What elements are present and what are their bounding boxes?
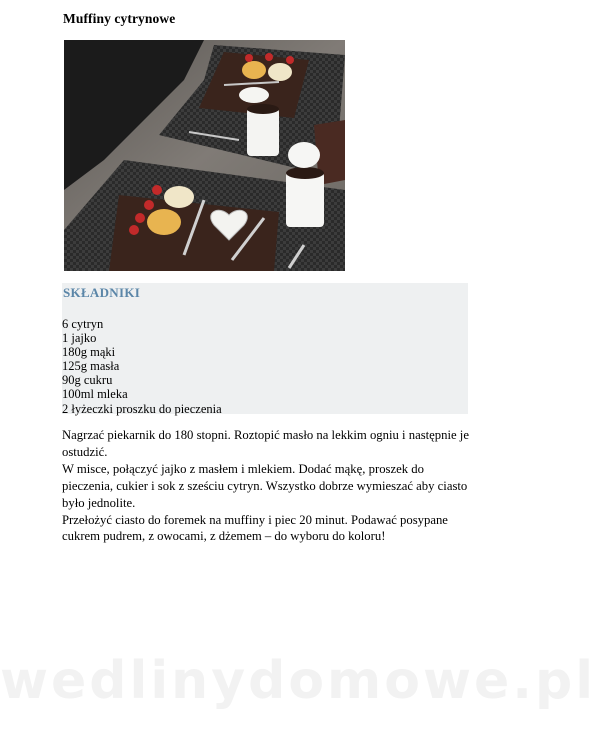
- recipe-title: Muffiny cytrynowe: [63, 11, 176, 26]
- ingredient-item: 2 łyżeczki proszku do pieczenia: [62, 401, 222, 416]
- ingredients-heading: SKŁADNIKI: [63, 285, 141, 300]
- ingredient-item: 1 jajko: [62, 331, 97, 346]
- ingredient-item: 100ml mleka: [62, 387, 128, 402]
- ingredient-item: 90g cukru: [62, 373, 113, 388]
- instruction-paragraph: Przełożyć ciasto do foremek na muffiny i piec 20 minut. Podawać posypane cukrem pudrem, z owocami, z dżemem – do wyboru do koloru!: [62, 512, 448, 544]
- ingredients-section: [62, 283, 468, 414]
- ingredients-list: [62, 317, 222, 416]
- instructions-section: [62, 427, 472, 545]
- ingredient-item: 6 cytryn: [62, 317, 104, 331]
- site-watermark: wedlinydomowe.pl: [0, 651, 596, 711]
- instruction-paragraph: W misce, połączyć jajko z masłem i mlekiem. Dodać mąkę, proszek do pieczenia, cukier i sok z sześciu cytryn. Wszystko dobrze wymieszać aby ciasto było jednolite.: [62, 461, 468, 510]
- ingredient-item: 125g masła: [62, 359, 120, 374]
- ingredient-item: 180g mąki: [62, 345, 116, 360]
- recipe-photo: [64, 40, 345, 271]
- instruction-paragraph: Nagrzać piekarnik do 180 stopni. Roztopić masło na lekkim ogniu i następnie je ostudzić.: [62, 428, 469, 459]
